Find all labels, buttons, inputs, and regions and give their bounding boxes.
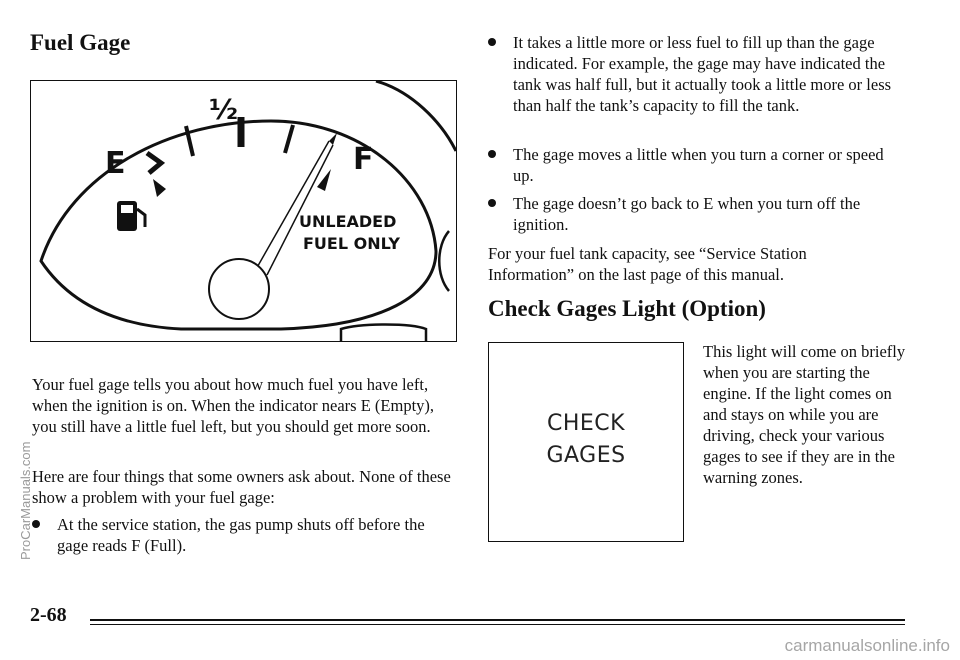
bullet-text: The gage doesn’t go back to E when you turn off the ignition. — [513, 194, 861, 234]
bezel-arc — [439, 231, 449, 291]
fuel-gage-illustration — [30, 80, 457, 342]
bullet-item — [488, 193, 908, 235]
fuel-capacity-paragraph: For your fuel tank capacity, see “Service Station Information” on the last page of this manual. — [488, 244, 807, 284]
bullet-text: It takes a little more or less fuel to fill up than the gage indicated. For example, the gage may have indicated the tank was half full, but it actually took a little more or less than half the tank’s capacity to fill the tank. — [513, 33, 892, 115]
fuel-only-label: FUEL ONLY — [303, 234, 400, 253]
gauge-hub — [209, 259, 269, 319]
gauge-empty-label: E — [105, 146, 126, 181]
bullet-item — [32, 514, 457, 556]
gauge-half-label: ½ — [209, 93, 238, 126]
bezel-tab — [341, 325, 426, 342]
bullet-item — [488, 144, 908, 186]
bullet-text: The gage moves a little when you turn a corner or speed up. — [513, 145, 884, 185]
check-gages-light-illustration — [488, 342, 684, 542]
bullet-dot-icon — [488, 199, 496, 207]
check-gages-paragraph: This light will come on briefly when you are starting the engine. If the light comes on and stays on while you are driving, check your various gages to see if they are in the warning zones. — [703, 342, 906, 487]
check-gages-title: Check Gages Light (Option) — [488, 296, 766, 321]
footer-rule — [90, 619, 905, 621]
gauge-full-label: F — [353, 142, 374, 177]
page-number: 2-68 — [30, 604, 67, 626]
fuel-gage-title: Fuel Gage — [30, 30, 131, 55]
unleaded-label: UNLEADED — [299, 212, 397, 231]
fuel-gage-drawing — [31, 81, 456, 341]
side-watermark: ProCarManuals.com — [18, 441, 33, 560]
bullet-dot-icon — [32, 520, 40, 528]
bottom-watermark: carmanualsonline.info — [784, 636, 950, 655]
fuel-gage-paragraph: Your fuel gage tells you about how much fuel you have left, when the ignition is on. When the indicator nears E (Empty), you still have a little fuel left, but you should get more soon. — [32, 375, 435, 436]
bullet-text: At the service station, the gas pump shuts off before the gage reads F (Full). — [57, 515, 425, 555]
gages-label: GAGES — [546, 443, 626, 468]
bullet-item — [488, 32, 908, 116]
bezel-line — [376, 81, 456, 151]
bullet-dot-icon — [488, 150, 496, 158]
bullet-dot-icon — [488, 38, 496, 46]
owners-ask-paragraph: Here are four things that some owners ask about. None of these show a problem with your fuel gage: — [32, 467, 451, 507]
check-label: CHECK — [546, 411, 626, 436]
footer-rule-thin — [90, 624, 905, 625]
